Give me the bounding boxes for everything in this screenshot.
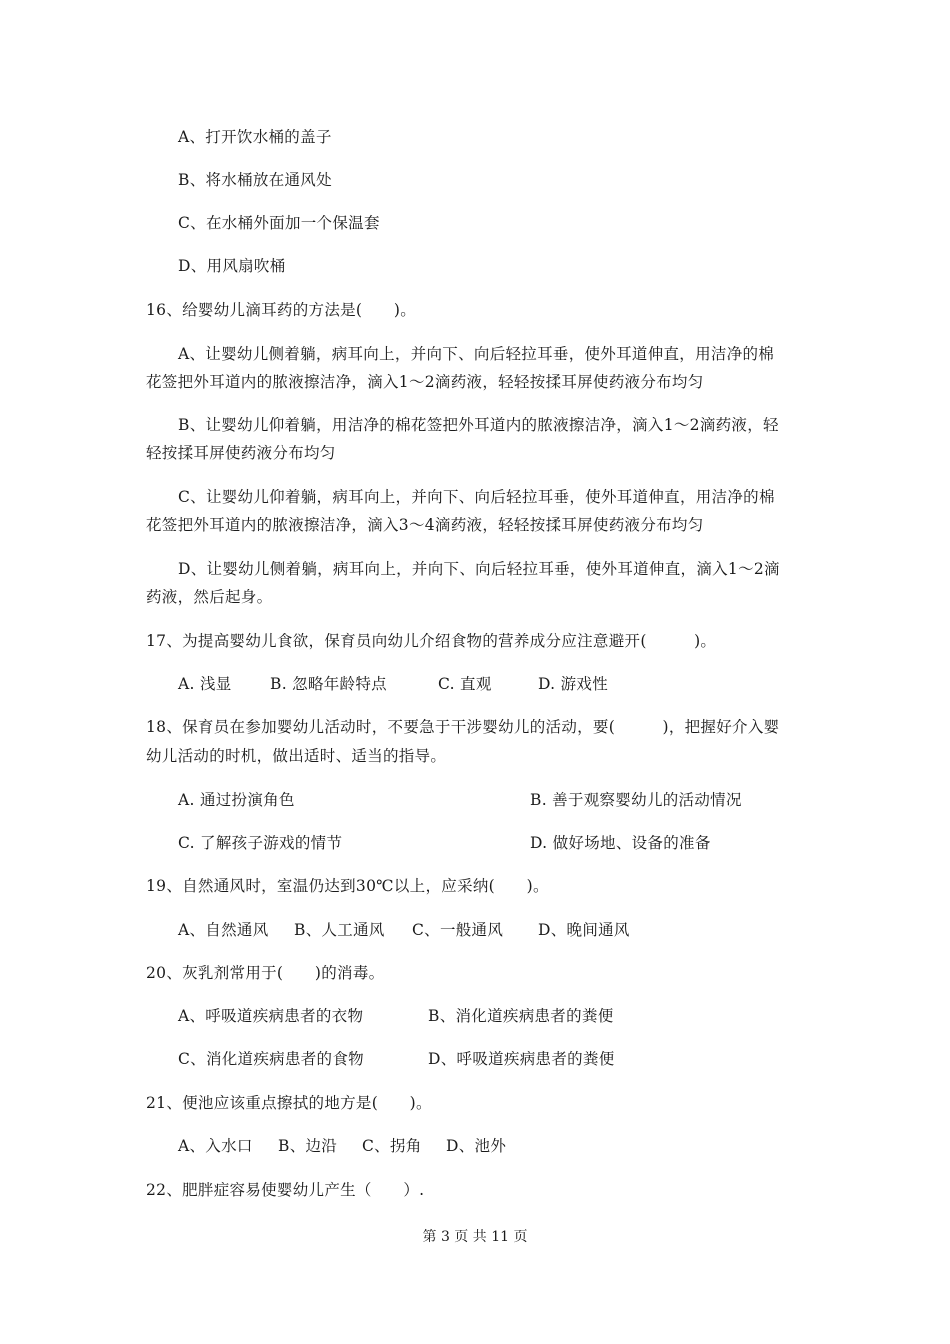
q17-option-a: A. 浅显	[178, 675, 232, 693]
q21-option-c: C、拐角	[362, 1137, 422, 1155]
q16-option-a-line2: 花签把外耳道内的脓液擦洁净，滴入1～2滴药液，轻轻按揉耳屏使药液分布均匀	[146, 373, 704, 391]
q15-option-a: A、打开饮水桶的盖子	[178, 128, 332, 146]
q18-stem-line2: 幼儿活动的时机，做出适时、适当的指导。	[146, 747, 447, 765]
q18-option-c: C. 了解孩子游戏的情节	[178, 834, 343, 852]
q18-option-b: B. 善于观察婴幼儿的活动情况	[530, 791, 742, 809]
q16-option-d-line2: 药液，然后起身。	[146, 588, 273, 606]
q20-option-a: A、呼吸道疾病患者的衣物	[178, 1007, 364, 1025]
q22-stem: 22、肥胖症容易使婴幼儿产生（ ）.	[146, 1181, 425, 1199]
q17-option-c: C. 直观	[438, 675, 492, 693]
q16-stem: 16、给婴幼儿滴耳药的方法是( )。	[146, 301, 417, 319]
q15-option-d: D、用风扇吹桶	[178, 257, 286, 275]
q18-stem-line1: 18、保育员在参加婴幼儿活动时，不要急于干涉婴幼儿的活动，要( )，把握好介入婴	[146, 718, 780, 736]
q18-option-d: D. 做好场地、设备的准备	[530, 834, 711, 852]
q17-stem: 17、为提高婴幼儿食欲，保育员向幼儿介绍食物的营养成分应注意避开( )。	[146, 632, 717, 650]
q15-option-b: B、将水桶放在通风处	[178, 171, 332, 189]
q15-option-c: C、在水桶外面加一个保温套	[178, 214, 380, 232]
q16-option-d-line1: D、让婴幼儿侧着躺，病耳向上，并向下、向后轻拉耳垂，使外耳道伸直，滴入1～2滴	[178, 560, 780, 578]
q17-option-d: D. 游戏性	[538, 675, 609, 693]
q20-stem: 20、灰乳剂常用于( )的消毒。	[146, 964, 385, 982]
q18-option-a: A. 通过扮演角色	[178, 791, 295, 809]
q20-option-b: B、消化道疾病患者的粪便	[428, 1007, 614, 1025]
q16-option-c-line2: 花签把外耳道内的脓液擦洁净，滴入3～4滴药液，轻轻按揉耳屏使药液分布均匀	[146, 516, 704, 534]
q17-option-b: B. 忽略年龄特点	[270, 675, 387, 693]
q21-option-b: B、边沿	[278, 1137, 338, 1155]
q21-option-a: A、入水口	[178, 1137, 253, 1155]
q19-option-a: A、自然通风	[178, 921, 269, 939]
q21-option-d: D、池外	[446, 1137, 507, 1155]
q21-stem: 21、便池应该重点擦拭的地方是( )。	[146, 1094, 432, 1112]
q20-option-c: C、消化道疾病患者的食物	[178, 1050, 364, 1068]
q19-option-c: C、一般通风	[412, 921, 504, 939]
q19-option-b: B、人工通风	[294, 921, 385, 939]
q20-option-d: D、呼吸道疾病患者的粪便	[428, 1050, 615, 1068]
q19-stem: 19、自然通风时，室温仍达到30℃以上，应采纳( )。	[146, 877, 549, 895]
q16-option-c-line1: C、让婴幼儿仰着躺，病耳向上，并向下、向后轻拉耳垂，使外耳道伸直，用洁净的棉	[178, 488, 775, 506]
q19-option-d: D、晚间通风	[538, 921, 630, 939]
q16-option-b-line2: 轻按揉耳屏使药液分布均匀	[146, 444, 336, 462]
q16-option-b-line1: B、让婴幼儿仰着躺，用洁净的棉花签把外耳道内的脓液擦洁净，滴入1～2滴药液，轻	[178, 416, 779, 434]
page-number-footer: 第 3 页 共 11 页	[422, 1229, 528, 1245]
q16-option-a-line1: A、让婴幼儿侧着躺，病耳向上，并向下、向后轻拉耳垂，使外耳道伸直，用洁净的棉	[178, 345, 775, 363]
